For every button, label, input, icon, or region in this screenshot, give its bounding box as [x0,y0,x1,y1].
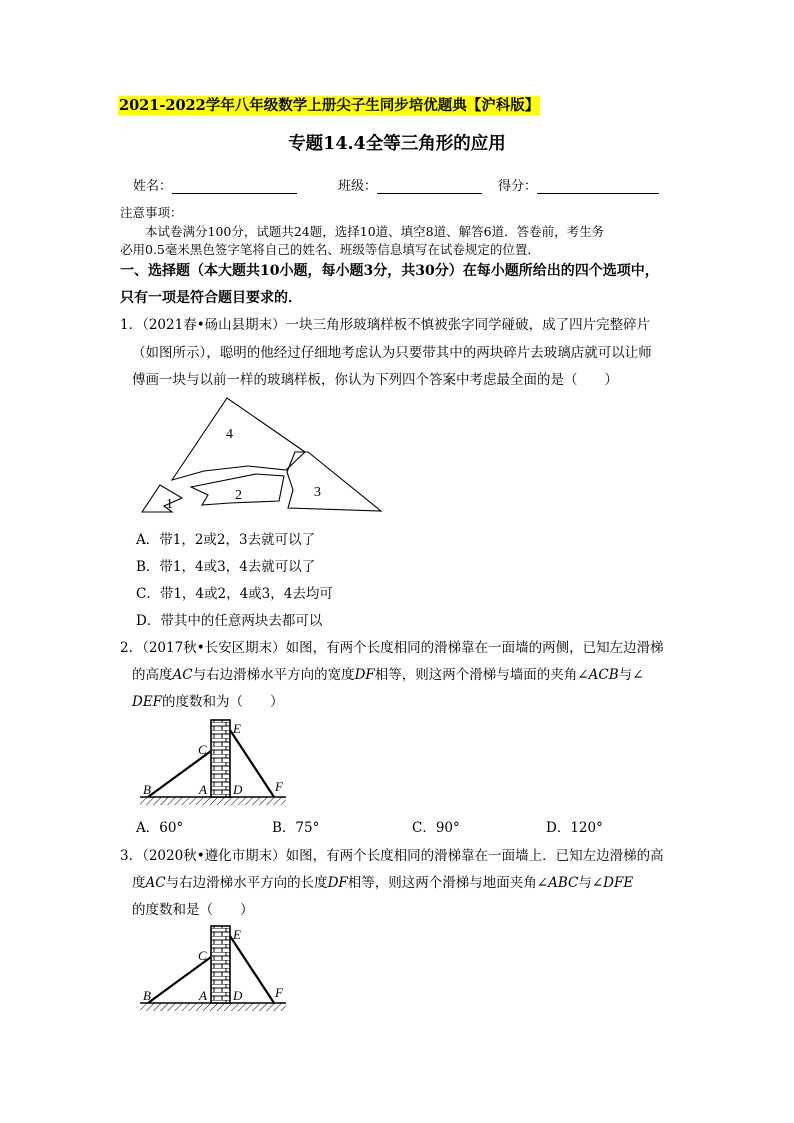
q3-line-1: 3．（2020秋•遵化市期末）如图，有两个长度相同的滑梯靠在一面墙上．已知左边滑梯的高 [120,848,664,864]
svg-text:E: E [233,721,241,736]
q2-option-a[interactable]: A．60° [136,820,184,836]
notice-line-1: 本试卷满分100分，试题共24题，选择10道、填空8道、解答6道．答卷前，考生务 [145,224,605,239]
glass-piece-1 [142,485,182,512]
q2-line-2: 的高度AC与右边滑梯水平方向的宽度DF相等，则这两个滑梯与墙面的夹角∠ACB与∠ [132,667,644,683]
page-title: 专题14.4全等三角形的应用 [288,134,506,154]
score-label: 得分： [498,179,538,194]
name-field[interactable] [133,175,297,194]
piece-label-1: 1 [166,497,173,512]
q1-option-c[interactable]: C．带1，4或2，4或3，4去均可 [136,586,333,602]
q3-slide-figure [138,920,290,1014]
glass-piece-3 [287,452,381,511]
svg-text:B: B [143,782,151,797]
svg-text:A: A [199,782,207,797]
score-blank[interactable] [537,179,659,194]
section-heading-line-1: 一、选择题（本大题共10小题，每小题3分，共30分）在每小题所给出的四个选项中， [120,263,659,279]
exam-series-banner: 2021-2022学年八年级数学上册尖子生同步培优题典【沪科版】 [119,97,540,114]
svg-text:D: D [233,988,243,1003]
q2-option-c[interactable]: C．90° [412,820,460,836]
piece-label-2: 2 [235,488,242,503]
q3-line-3: 的度数和是（ ） [132,902,254,918]
q2-option-d[interactable]: D．120° [546,820,603,836]
svg-text:F: F [275,779,283,794]
name-blank[interactable] [172,179,297,194]
piece-label-3: 3 [314,485,321,500]
class-label: 班级： [338,179,378,194]
svg-text:B: B [143,988,151,1003]
q1-option-d[interactable]: D．带其中的任意两块去都可以 [136,613,323,629]
q1-broken-glass-figure [130,392,390,522]
svg-text:D: D [233,782,243,797]
q2-line-3: DEF的度数和为（ ） [132,694,284,710]
section-heading-line-2: 只有一项是符合题目要求的． [120,290,302,306]
svg-text:C: C [198,742,207,757]
score-field[interactable] [498,175,659,194]
name-label: 姓名： [133,179,173,194]
q2-option-b[interactable]: B．75° [272,820,320,836]
piece-label-4: 4 [226,427,233,442]
svg-text:E: E [233,927,241,942]
svg-text:C: C [198,948,207,963]
q3-line-2: 度AC与右边滑梯水平方向的长度DF相等，则这两个滑梯与地面夹角∠ABC与∠DFE [132,875,634,891]
class-field[interactable] [338,175,482,194]
q2-line-1: 2．（2017秋•长安区期末）如图，有两个长度相同的滑梯靠在一面墙的两侧，已知左边滑梯 [120,640,664,656]
notice-line-2: 必用0.5毫米黑色签字笔将自己的姓名、班级等信息填写在试卷规定的位置． [120,242,540,257]
q1-line-3: 傅画一块与以前一样的玻璃样板，你认为下列四个答案中考虑最全面的是（ ） [132,372,618,388]
q1-option-a[interactable]: A．带1，2或2，3去就可以了 [136,532,316,548]
q1-line-1: 1．（2021春•砀山县期末）一块三角形玻璃样板不慎被张字同学碰破，成了四片完整碎片 [120,317,651,333]
q1-option-b[interactable]: B．带1，4或3，4去就可以了 [136,559,316,575]
notice-heading: 注意事项： [120,205,183,220]
brick-wall [211,720,230,797]
glass-piece-4 [172,398,305,480]
class-blank[interactable] [377,179,482,194]
q2-slide-figure [138,714,290,808]
svg-text:A: A [199,988,207,1003]
svg-text:F: F [275,985,283,1000]
q1-line-2: （如图所示），聪明的他经过仔细地考虑认为只要带其中的两块碎片去玻璃店就可以让师 [132,345,652,361]
brick-wall [211,926,230,1003]
